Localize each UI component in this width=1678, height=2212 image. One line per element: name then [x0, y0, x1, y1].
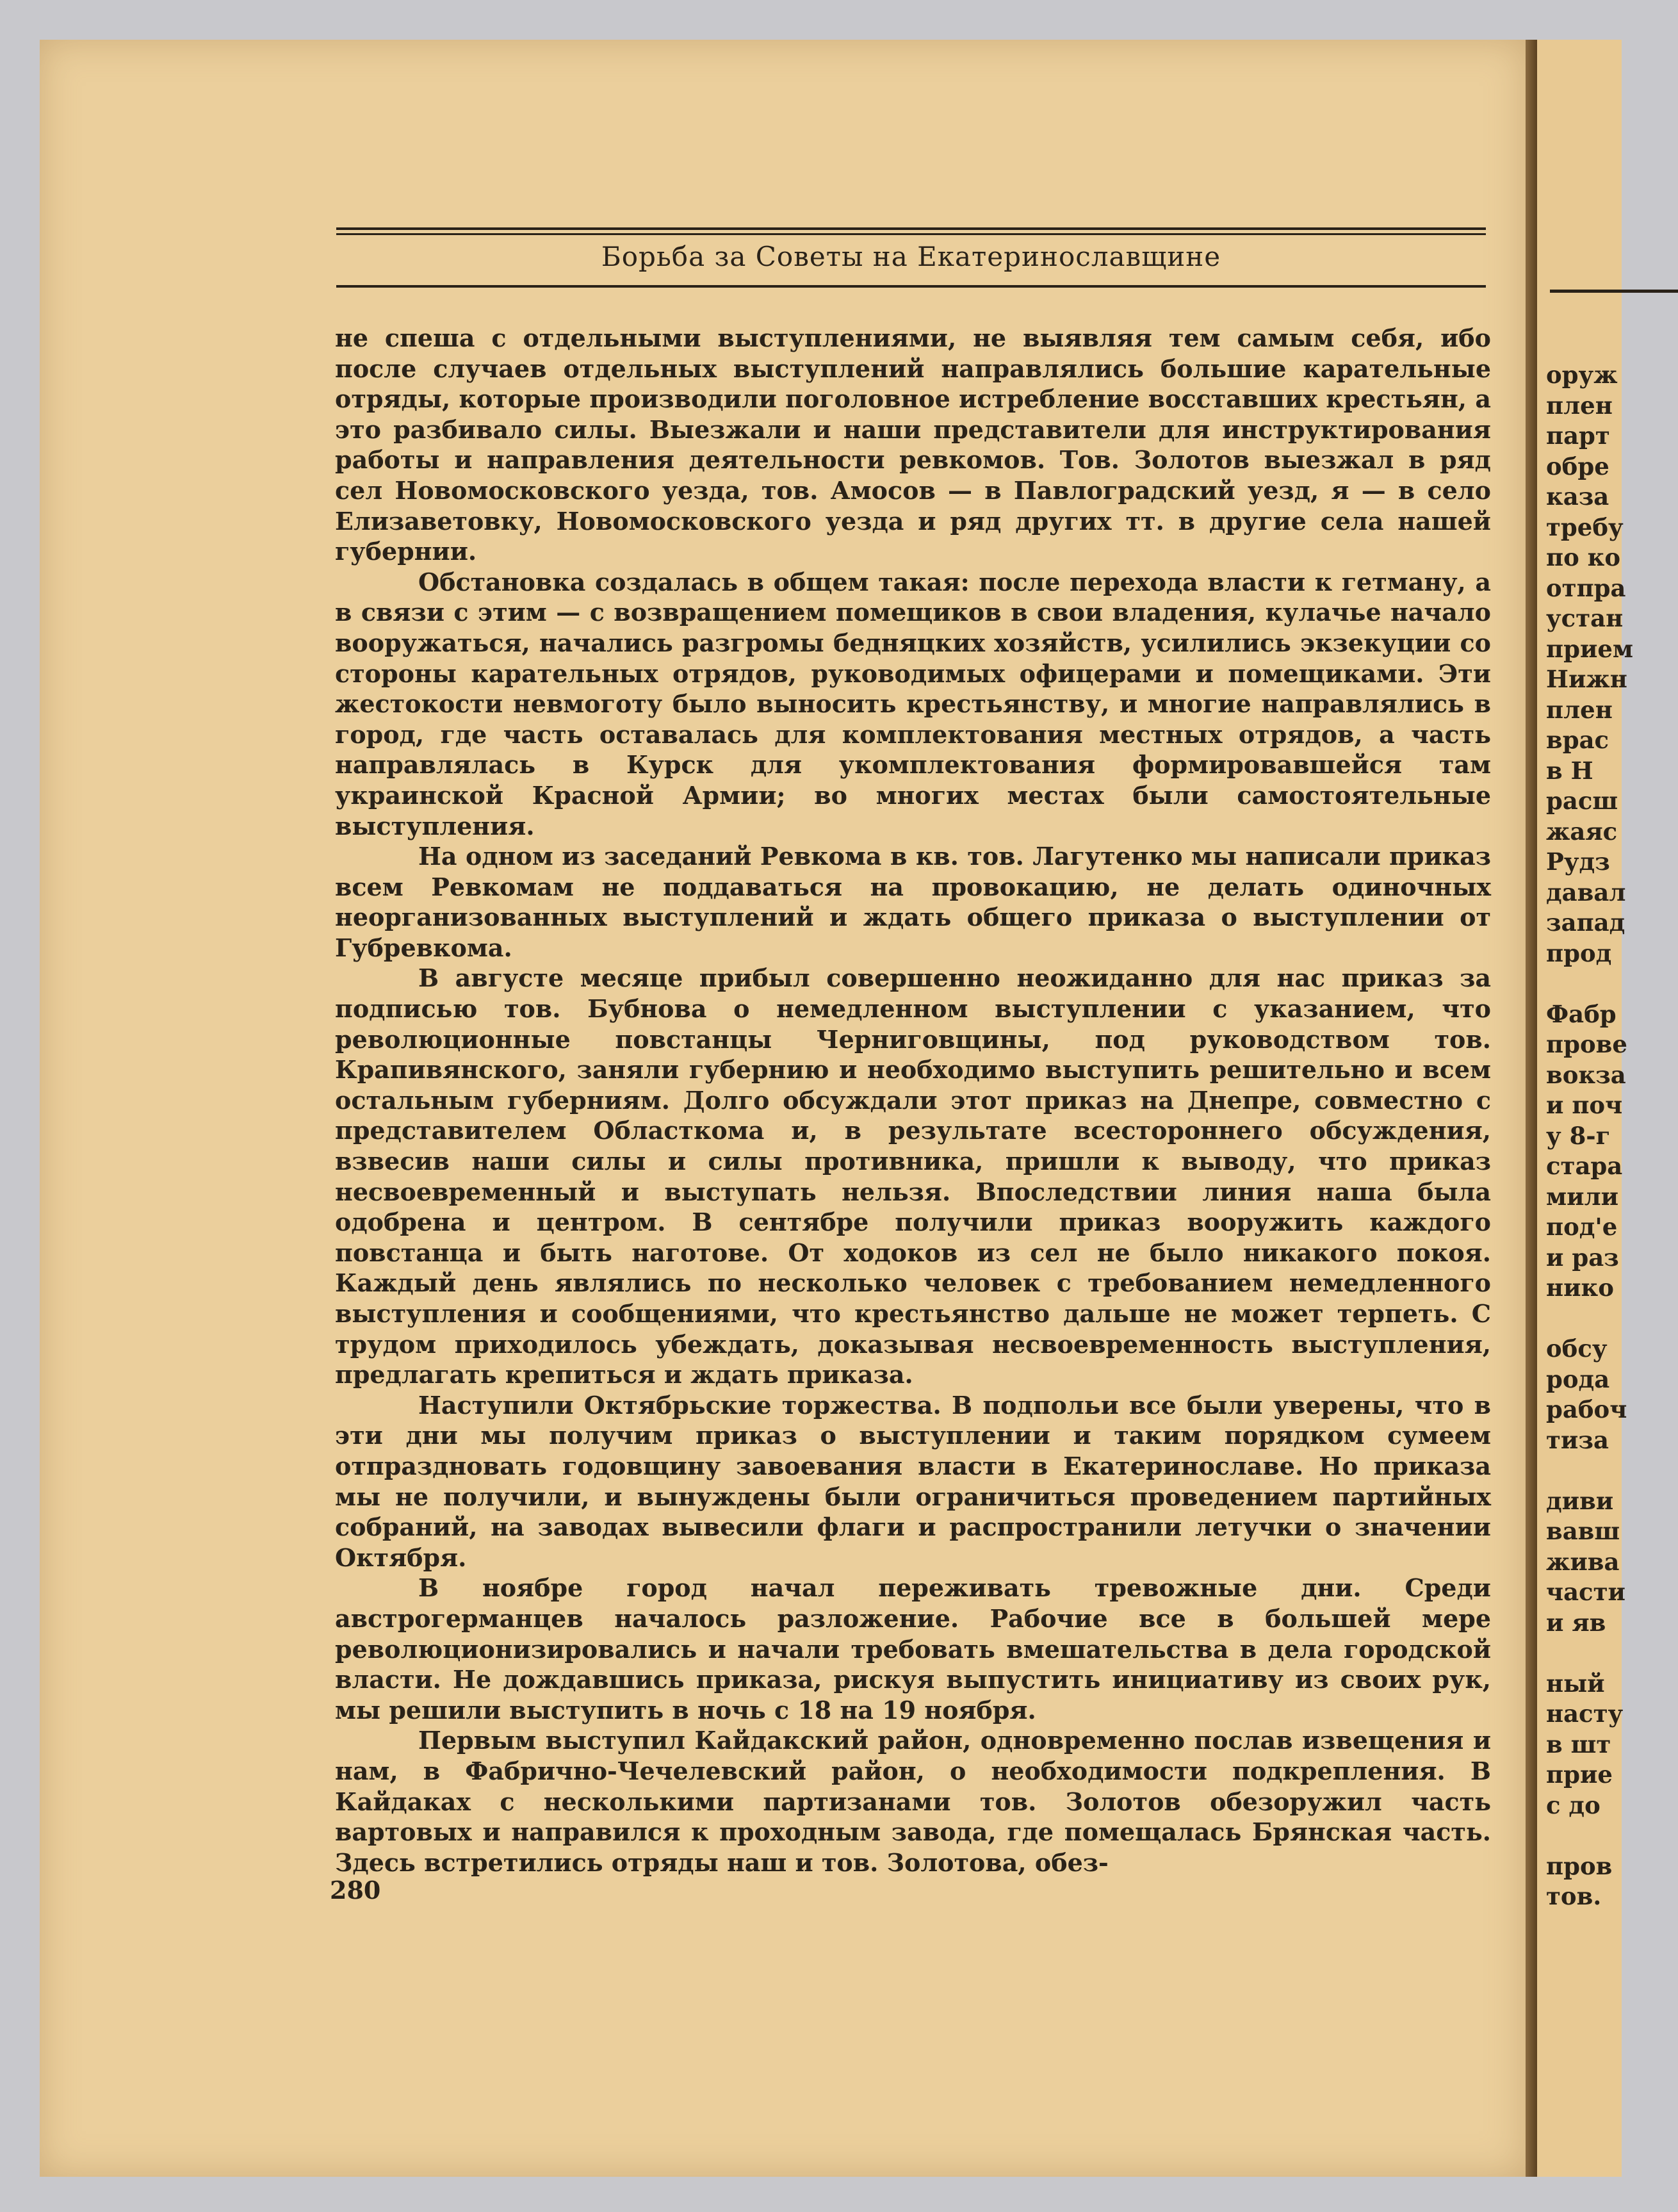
adjacent-page-line: насту	[1546, 1700, 1624, 1728]
adjacent-page-line: устан	[1546, 604, 1624, 632]
adjacent-page-line: Фабр	[1546, 999, 1617, 1028]
adjacent-page-line: диви	[1546, 1486, 1614, 1515]
adjacent-page-line: плен	[1546, 391, 1613, 420]
adjacent-page-line: и поч	[1546, 1091, 1623, 1119]
adjacent-page-line: ный	[1546, 1669, 1605, 1698]
adjacent-page-line: тов.	[1546, 1882, 1602, 1910]
adjacent-page-line: жаяс	[1546, 817, 1618, 846]
adjacent-page-line: парт	[1546, 422, 1610, 450]
adjacent-page-line: нико	[1546, 1274, 1614, 1302]
adjacent-page-line: расш	[1546, 787, 1618, 815]
page-number: 280	[330, 1876, 381, 1905]
adjacent-page-text	[1546, 360, 1633, 1912]
paragraph: В ноябре город начал переживать тревожные дни. Среди австрогерманцев началось разложение. Рабочие все в большей мере революционизировались и начали требовать вмешательства в дела городской власти. Не дождавшись приказа, рискуя выпустить инициативу из своих рук, мы решили выступить в ночь с 18 на 19 ноября.	[335, 1573, 1491, 1725]
adjacent-page-line: и яв	[1546, 1608, 1606, 1637]
running-head: Борьба за Советы на Екатеринославщине	[601, 241, 1221, 272]
adjacent-page-line: тиза	[1546, 1425, 1609, 1454]
adjacent-page-line: обре	[1546, 452, 1609, 480]
adjacent-page-line: врас	[1546, 726, 1609, 754]
adjacent-page-line	[1546, 1304, 1633, 1334]
adjacent-page-line: прод	[1546, 938, 1612, 967]
adjacent-page-line: вокза	[1546, 1060, 1626, 1089]
adjacent-page-line: части	[1546, 1578, 1625, 1606]
adjacent-page-line: вавш	[1546, 1517, 1620, 1545]
adjacent-page-line: у 8-г	[1546, 1121, 1611, 1150]
adjacent-page-line: Рудз	[1546, 848, 1610, 876]
adjacent-page-line: рабоч	[1546, 1395, 1627, 1423]
adjacent-page-line: обсу	[1546, 1334, 1608, 1363]
adjacent-page-line: под'е	[1546, 1213, 1618, 1241]
adjacent-page-rule	[1550, 290, 1678, 293]
adjacent-page-line	[1546, 969, 1633, 999]
paragraph: не спеша с отдельными выступлениями, не выявляя тем самым себя, ибо после случаев отдельных выступлений направлялись большие карательные отряды, которые производили поголовное истребление восставших крестьян, а это разбивало силы. Выезжали и наши представители для инструктирования работы и направления деятельности ревкомов. Тов. Золотов выезжал в ряд сел Новомосковского уезда, тов. Амосов — в Павлоградский уезд, я — в село Елизаветовку, Новомосковского уезда и ряд других тт. в другие села нашей губернии.	[335, 324, 1491, 566]
adjacent-page-line: в шт	[1546, 1730, 1611, 1758]
adjacent-page-line	[1546, 1638, 1633, 1669]
header-rule-top	[336, 227, 1486, 235]
adjacent-page-line: и раз	[1546, 1243, 1619, 1272]
paragraph: В августе месяце прибыл совершенно неожиданно для нас приказ за подписью тов. Бубнова о немедленном выступлении с указанием, что революционные повстанцы Черниговщины, под руководством тов. Крапивянского, заняли губернию и необходимо выступить решительно и всем остальным губерниям. Долго обсуждали этот приказ на Днепре, совместно с представителем Областкома и, в результате всестороннего обсуждения, взвесив наши силы и силы противника, пришли к выводу, что приказ несвоевременный и выступать нельзя. Впоследствии линия наша была одобрена и центром. В сентябре получили приказ вооружить каждого повстанца и быть наготове. От ходоков из сел не было никакого покоя. Каждый день являлись по несколько человек с требованием немедленного выступления и сообщениями, что крестьянство дальше не может терпеть. С трудом приходилось убеждать, доказывая несвоевременность выступления, предлагать крепиться и ждать приказа.	[335, 963, 1491, 1389]
adjacent-page-line: с до	[1546, 1790, 1601, 1819]
adjacent-page-line: давал	[1546, 878, 1626, 906]
adjacent-page-line	[1546, 1455, 1633, 1486]
adjacent-page-line: мили	[1546, 1182, 1619, 1211]
adjacent-page-line: по ко	[1546, 543, 1621, 571]
body-text	[335, 323, 1491, 1878]
adjacent-page-line: в Н	[1546, 756, 1593, 785]
adjacent-page-line: требу	[1546, 512, 1624, 541]
adjacent-page-line: прове	[1546, 1030, 1627, 1058]
paragraph: Обстановка создалась в общем такая: после перехода власти к гетману, а в связи с этим — с возвращением помещиков в свои владения, кулачье начало вооружаться, начались разгромы бедняцких хозяйств, усилились экзекуции со стороны карательных отрядов, руководимых офицерами и помещиками. Эти жестокости невмоготу было выносить крестьянству, и многие направлялись в город, где часть оставалась для комплектования местных отрядов, а часть направлялась в Курск для укомплектования формировавшейся там украинской Красной Армии; во многих местах были самостоятельные выступления.	[335, 567, 1491, 840]
adjacent-page-line: оруж	[1546, 361, 1618, 389]
adjacent-page-line: пров	[1546, 1851, 1613, 1880]
adjacent-page-line: плен	[1546, 695, 1613, 724]
adjacent-page-line: жива	[1546, 1547, 1620, 1576]
adjacent-page-line: отпра	[1546, 573, 1626, 602]
adjacent-page-line: запад	[1546, 908, 1625, 937]
adjacent-page-line	[1546, 1821, 1633, 1851]
header-rule-bottom	[336, 285, 1486, 288]
adjacent-page-line: каза	[1546, 482, 1609, 511]
paragraph: Первым выступил Кайдакский район, одновременно послав извещения и нам, в Фабрично-Чечелевский район, о необходимости подкрепления. В Кайдаках с несколькими партизанами тов. Золотов обезоружил часть вартовых и направился к проходным завода, где помещалась Брянская часть. Здесь встретились отряды наш и тов. Золотова, обез-	[335, 1726, 1491, 1877]
adjacent-page	[1537, 40, 1634, 2177]
paragraph: На одном из заседаний Ревкома в кв. тов. Лагутенко мы написали приказ всем Ревкомам не поддаваться на провокацию, не делать одиночных неорганизованных выступлений и ждать общего приказа о выступлении от Губревкома.	[335, 842, 1491, 962]
paragraph: Наступили Октябрьские торжества. В подпольи все были уверены, что в эти дни мы получим приказ о выступлении и таким порядком сумеем отпраздновать годовщину завоевания власти в Екатеринославе. Но приказа мы не получили, и вынуждены были ограничиться проведением партийных собраний, на заводах вывесили флаги и распространили летучки о значении Октября.	[335, 1390, 1491, 1572]
adjacent-page-line: рода	[1546, 1364, 1610, 1393]
adjacent-page-line: прие	[1546, 1760, 1613, 1789]
adjacent-page-line: Нижн	[1546, 665, 1627, 693]
adjacent-page-line: прием	[1546, 634, 1634, 663]
book-spine-fold	[1526, 40, 1537, 2177]
adjacent-page-line: стара	[1546, 1152, 1623, 1180]
